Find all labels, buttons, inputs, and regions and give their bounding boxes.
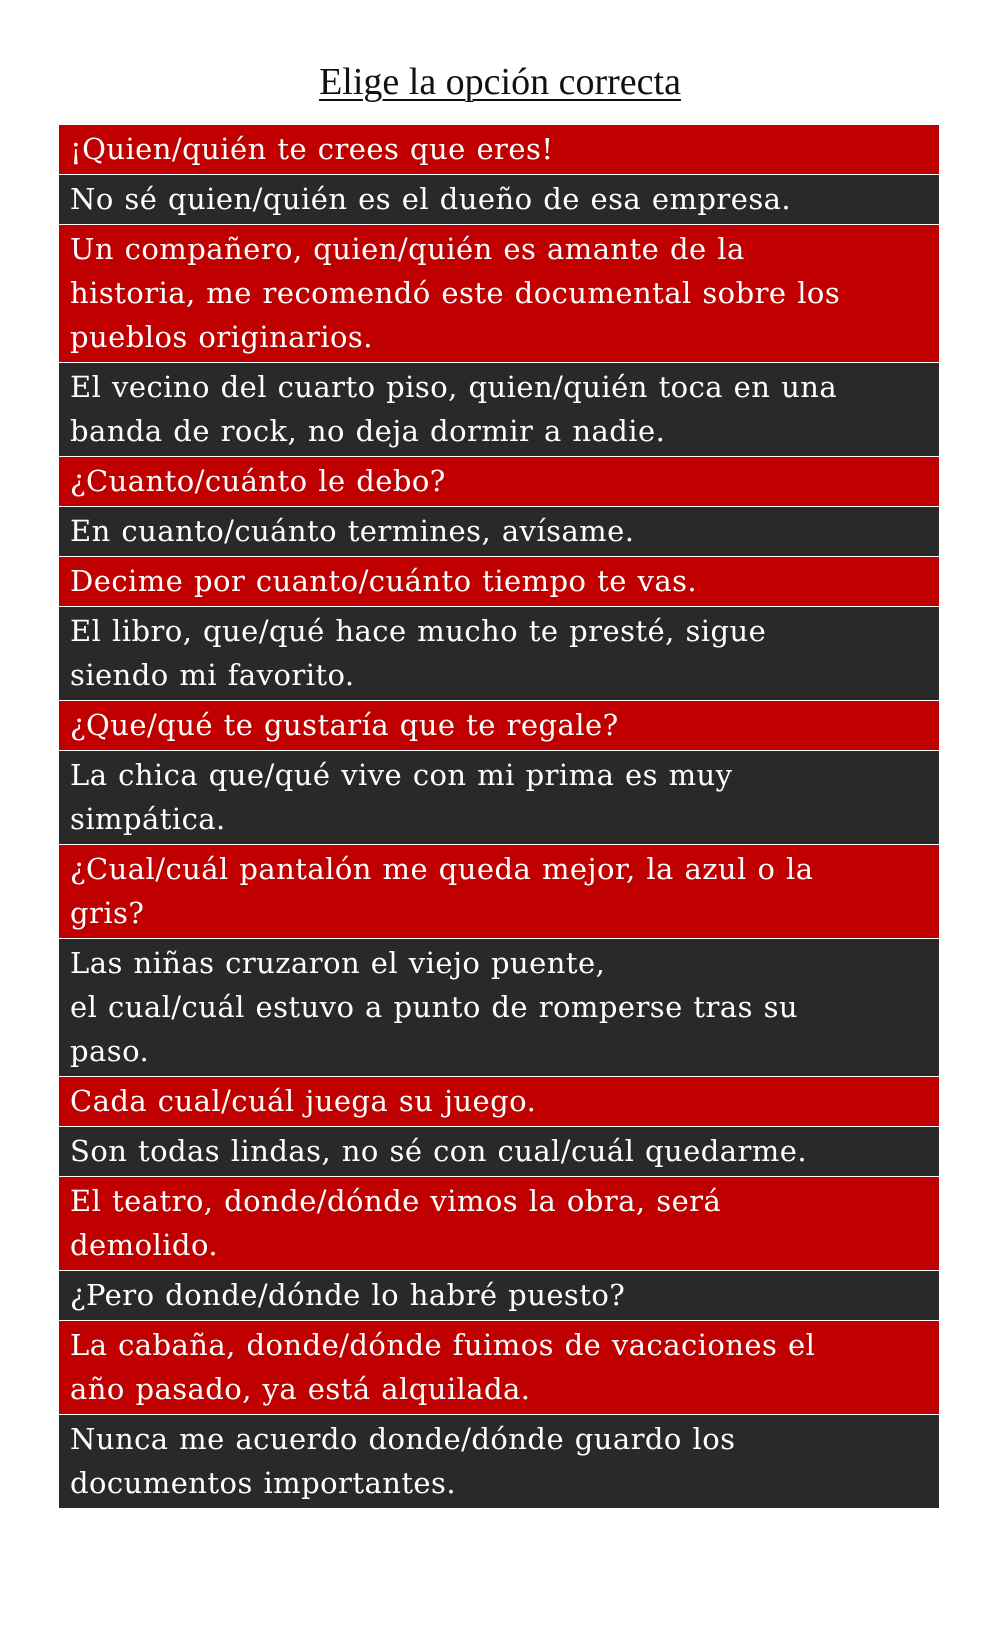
sentence-row (59, 1271, 939, 1321)
sentence-row (59, 557, 939, 607)
sentence-line: El teatro, donde/dónde vimos la obra, será (70, 1184, 722, 1218)
sentence-line: ¡Quien/quién te crees que eres! (70, 132, 554, 166)
worksheet-title: Elige la opción correcta (319, 61, 681, 103)
sentence-line: gris? (70, 896, 145, 930)
sentence-line: Un compañero, quien/quién es amante de la (70, 232, 745, 266)
sentence-line: Decime por cuanto/cuánto tiempo te vas. (70, 564, 698, 598)
sentence-row (59, 1321, 939, 1415)
sentence-row (59, 457, 939, 507)
sentence-row (59, 845, 939, 939)
sentence-line: ¿Que/qué te gustaría que te regale? (70, 708, 619, 742)
sentence-row (59, 225, 939, 363)
sentence-row (59, 701, 939, 751)
sentence-line: banda de rock, no deja dormir a nadie. (70, 414, 666, 448)
sentence-line: La chica que/qué vive con mi prima es muy (70, 758, 733, 792)
sentence-line: No sé quien/quién es el dueño de esa empresa. (70, 182, 792, 216)
sentence-row (59, 507, 939, 557)
sentence-line: historia, me recomendó este documental sobre los (70, 276, 841, 310)
sentence-line: El libro, que/qué hace mucho te presté, sigue (70, 614, 767, 648)
sentence-line: ¿Pero donde/dónde lo habré puesto? (70, 1278, 626, 1312)
sentence-line: ¿Cuanto/cuánto le debo? (70, 464, 446, 498)
sentence-row (59, 1177, 939, 1271)
sentence-row (59, 363, 939, 457)
sentence-line: Cada cual/cuál juega su juego. (70, 1084, 537, 1118)
sentence-line: Las niñas cruzaron el viejo puente, (70, 946, 606, 980)
sentence-row (59, 175, 939, 225)
sentence-line: El vecino del cuarto piso, quien/quién toca en una (70, 370, 838, 404)
sentence-line: demolido. (70, 1228, 219, 1262)
sentence-line: Nunca me acuerdo donde/dónde guardo los (70, 1422, 736, 1456)
sentence-line: ¿Cual/cuál pantalón me queda mejor, la azul o la (70, 852, 814, 886)
sentence-row (59, 1415, 939, 1508)
sentence-row (59, 751, 939, 845)
sentence-table (58, 124, 940, 1509)
sentence-line: paso. (70, 1034, 150, 1068)
sentence-row (59, 1127, 939, 1177)
sentence-line: pueblos originarios. (70, 320, 373, 354)
sentence-line: siendo mi favorito. (70, 658, 355, 692)
sentence-line: Son todas lindas, no sé con cual/cuál quedarme. (70, 1134, 808, 1168)
sentence-row (59, 1077, 939, 1127)
sentence-row (59, 607, 939, 701)
sentence-line: simpática. (70, 802, 226, 836)
sentence-line: año pasado, ya está alquilada. (70, 1372, 531, 1406)
sentence-line: documentos importantes. (70, 1466, 457, 1500)
sentence-line: el cual/cuál estuvo a punto de romperse tras su (70, 990, 799, 1024)
sentence-row (59, 125, 939, 175)
sentence-line: La cabaña, donde/dónde fuimos de vacaciones el (70, 1328, 816, 1362)
sentence-row (59, 939, 939, 1077)
sentence-line: En cuanto/cuánto termines, avísame. (70, 514, 635, 548)
